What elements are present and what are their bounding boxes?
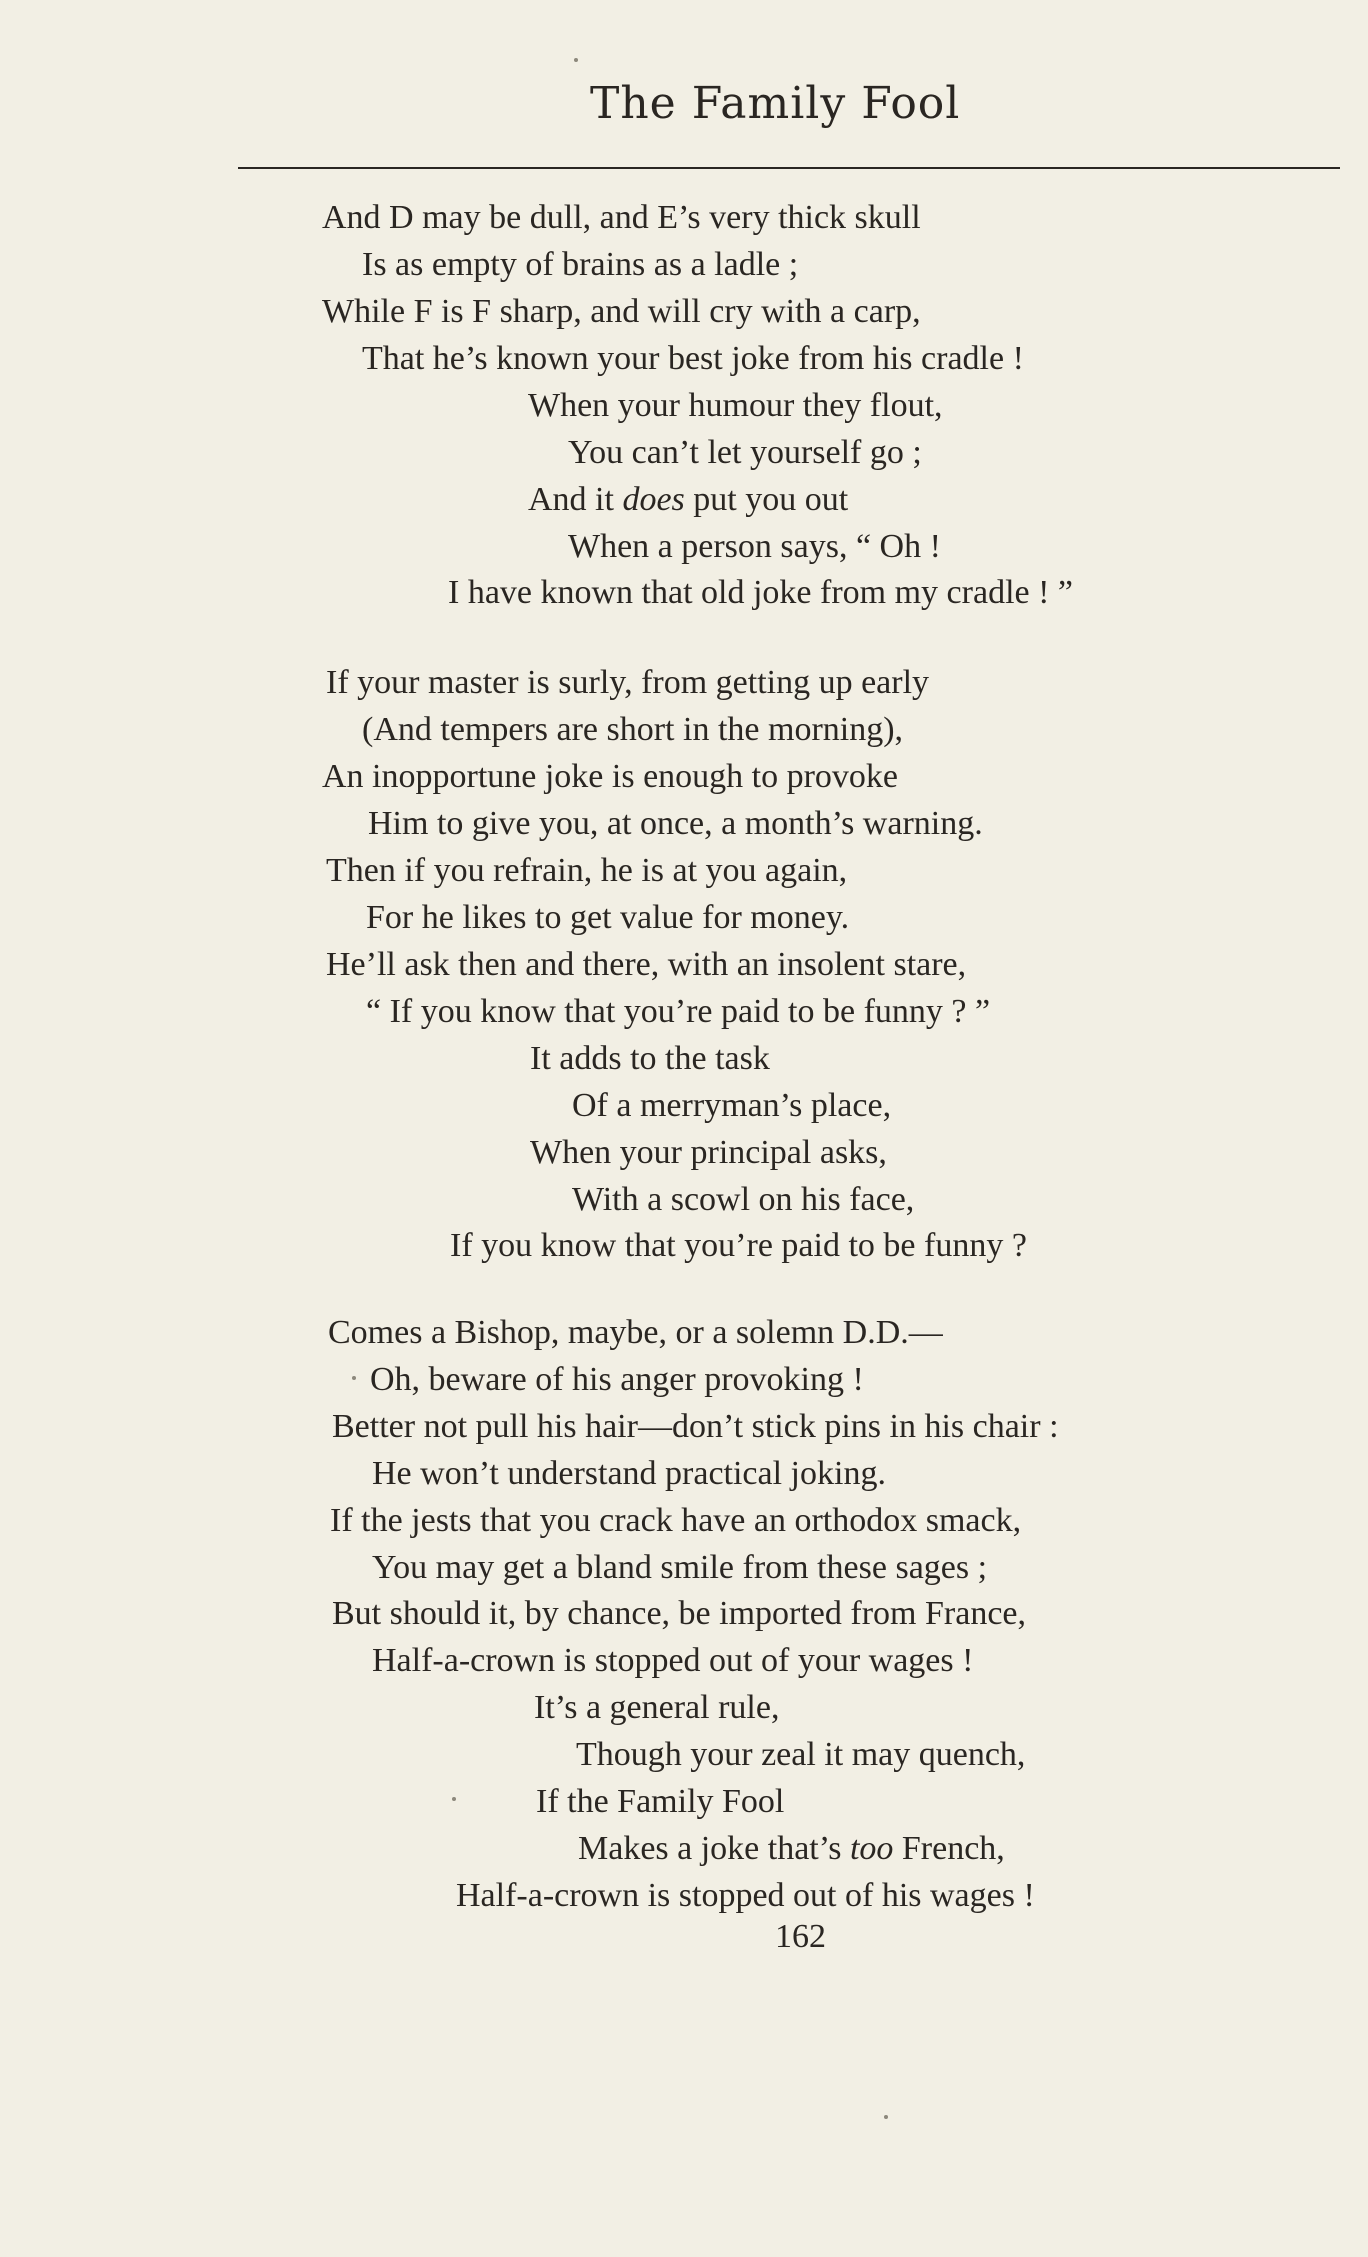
- verse-line: Though your zeal it may quench,: [576, 1736, 1026, 1773]
- verse-line: “ If you know that you’re paid to be funny ? ”: [366, 993, 991, 1030]
- verse-line: Comes a Bishop, maybe, or a solemn D.D.—: [328, 1314, 943, 1351]
- verse-line: Half-a-crown is stopped out of his wages !: [456, 1877, 1035, 1914]
- verse-line: Oh, beware of his anger provoking !: [370, 1361, 864, 1398]
- verse-line: With a scowl on his face,: [572, 1181, 915, 1218]
- verse-line: It’s a general rule,: [534, 1689, 780, 1726]
- verse-line: [528, 480, 848, 520]
- verse-line: If the jests that you crack have an orthodox smack,: [330, 1502, 1022, 1539]
- verse-line: He won’t understand practical joking.: [372, 1455, 886, 1492]
- verse-line: You may get a bland smile from these sages ;: [372, 1549, 988, 1586]
- verse-line: For he likes to get value for money.: [366, 899, 850, 936]
- verse-line: If your master is surly, from getting up early: [326, 664, 930, 701]
- verse-line-text: put you out: [684, 481, 849, 518]
- verse-line: Then if you refrain, he is at you again,: [326, 852, 848, 889]
- paper-speck: [352, 1376, 356, 1380]
- verse-line: An inopportune joke is enough to provoke: [322, 758, 899, 795]
- verse-line: Him to give you, at once, a month’s warning.: [368, 805, 983, 842]
- paper-speck: [452, 1797, 456, 1801]
- verse-line: That he’s known your best joke from his cradle !: [362, 340, 1024, 377]
- verse-line: (And tempers are short in the morning),: [362, 711, 904, 748]
- verse-line: Of a merryman’s place,: [572, 1087, 892, 1124]
- verse-line: [578, 1829, 1005, 1869]
- verse-line: When a person says, “ Oh !: [568, 528, 941, 565]
- verse-line: When your humour they flout,: [528, 387, 943, 424]
- paper-speck: [884, 2115, 888, 2119]
- verse-line-text: And it: [528, 481, 623, 518]
- emphasis: too: [849, 1830, 894, 1867]
- verse-line: But should it, by chance, be imported from France,: [332, 1595, 1026, 1632]
- verse-line: While F is F sharp, and will cry with a carp,: [322, 293, 921, 330]
- verse-line: Half-a-crown is stopped out of your wages !: [372, 1642, 974, 1679]
- emphasis: does: [622, 481, 685, 518]
- verse-line: You can’t let yourself go ;: [568, 434, 922, 471]
- verse-line: When your principal asks,: [530, 1134, 887, 1171]
- verse-line-text: French,: [893, 1830, 1005, 1867]
- page-number: 162: [775, 1918, 826, 1955]
- verse-line: It adds to the task: [530, 1040, 770, 1077]
- verse-line: Is as empty of brains as a ladle ;: [362, 246, 799, 283]
- header-rule: [238, 167, 1340, 169]
- verse-line: Better not pull his hair—don’t stick pins in his chair :: [332, 1408, 1059, 1445]
- verse-line: And D may be dull, and E’s very thick skull: [322, 199, 921, 236]
- verse-line: I have known that old joke from my cradle ! ”: [448, 574, 1074, 611]
- paper-speck: [574, 58, 578, 62]
- verse-line-text: Makes a joke that’s: [578, 1830, 850, 1867]
- verse-line: He’ll ask then and there, with an insolent stare,: [326, 946, 967, 983]
- verse-line: If the Family Fool: [536, 1783, 785, 1820]
- running-title: The Family Fool: [590, 78, 961, 129]
- verse-line: If you know that you’re paid to be funny ?: [450, 1227, 1027, 1264]
